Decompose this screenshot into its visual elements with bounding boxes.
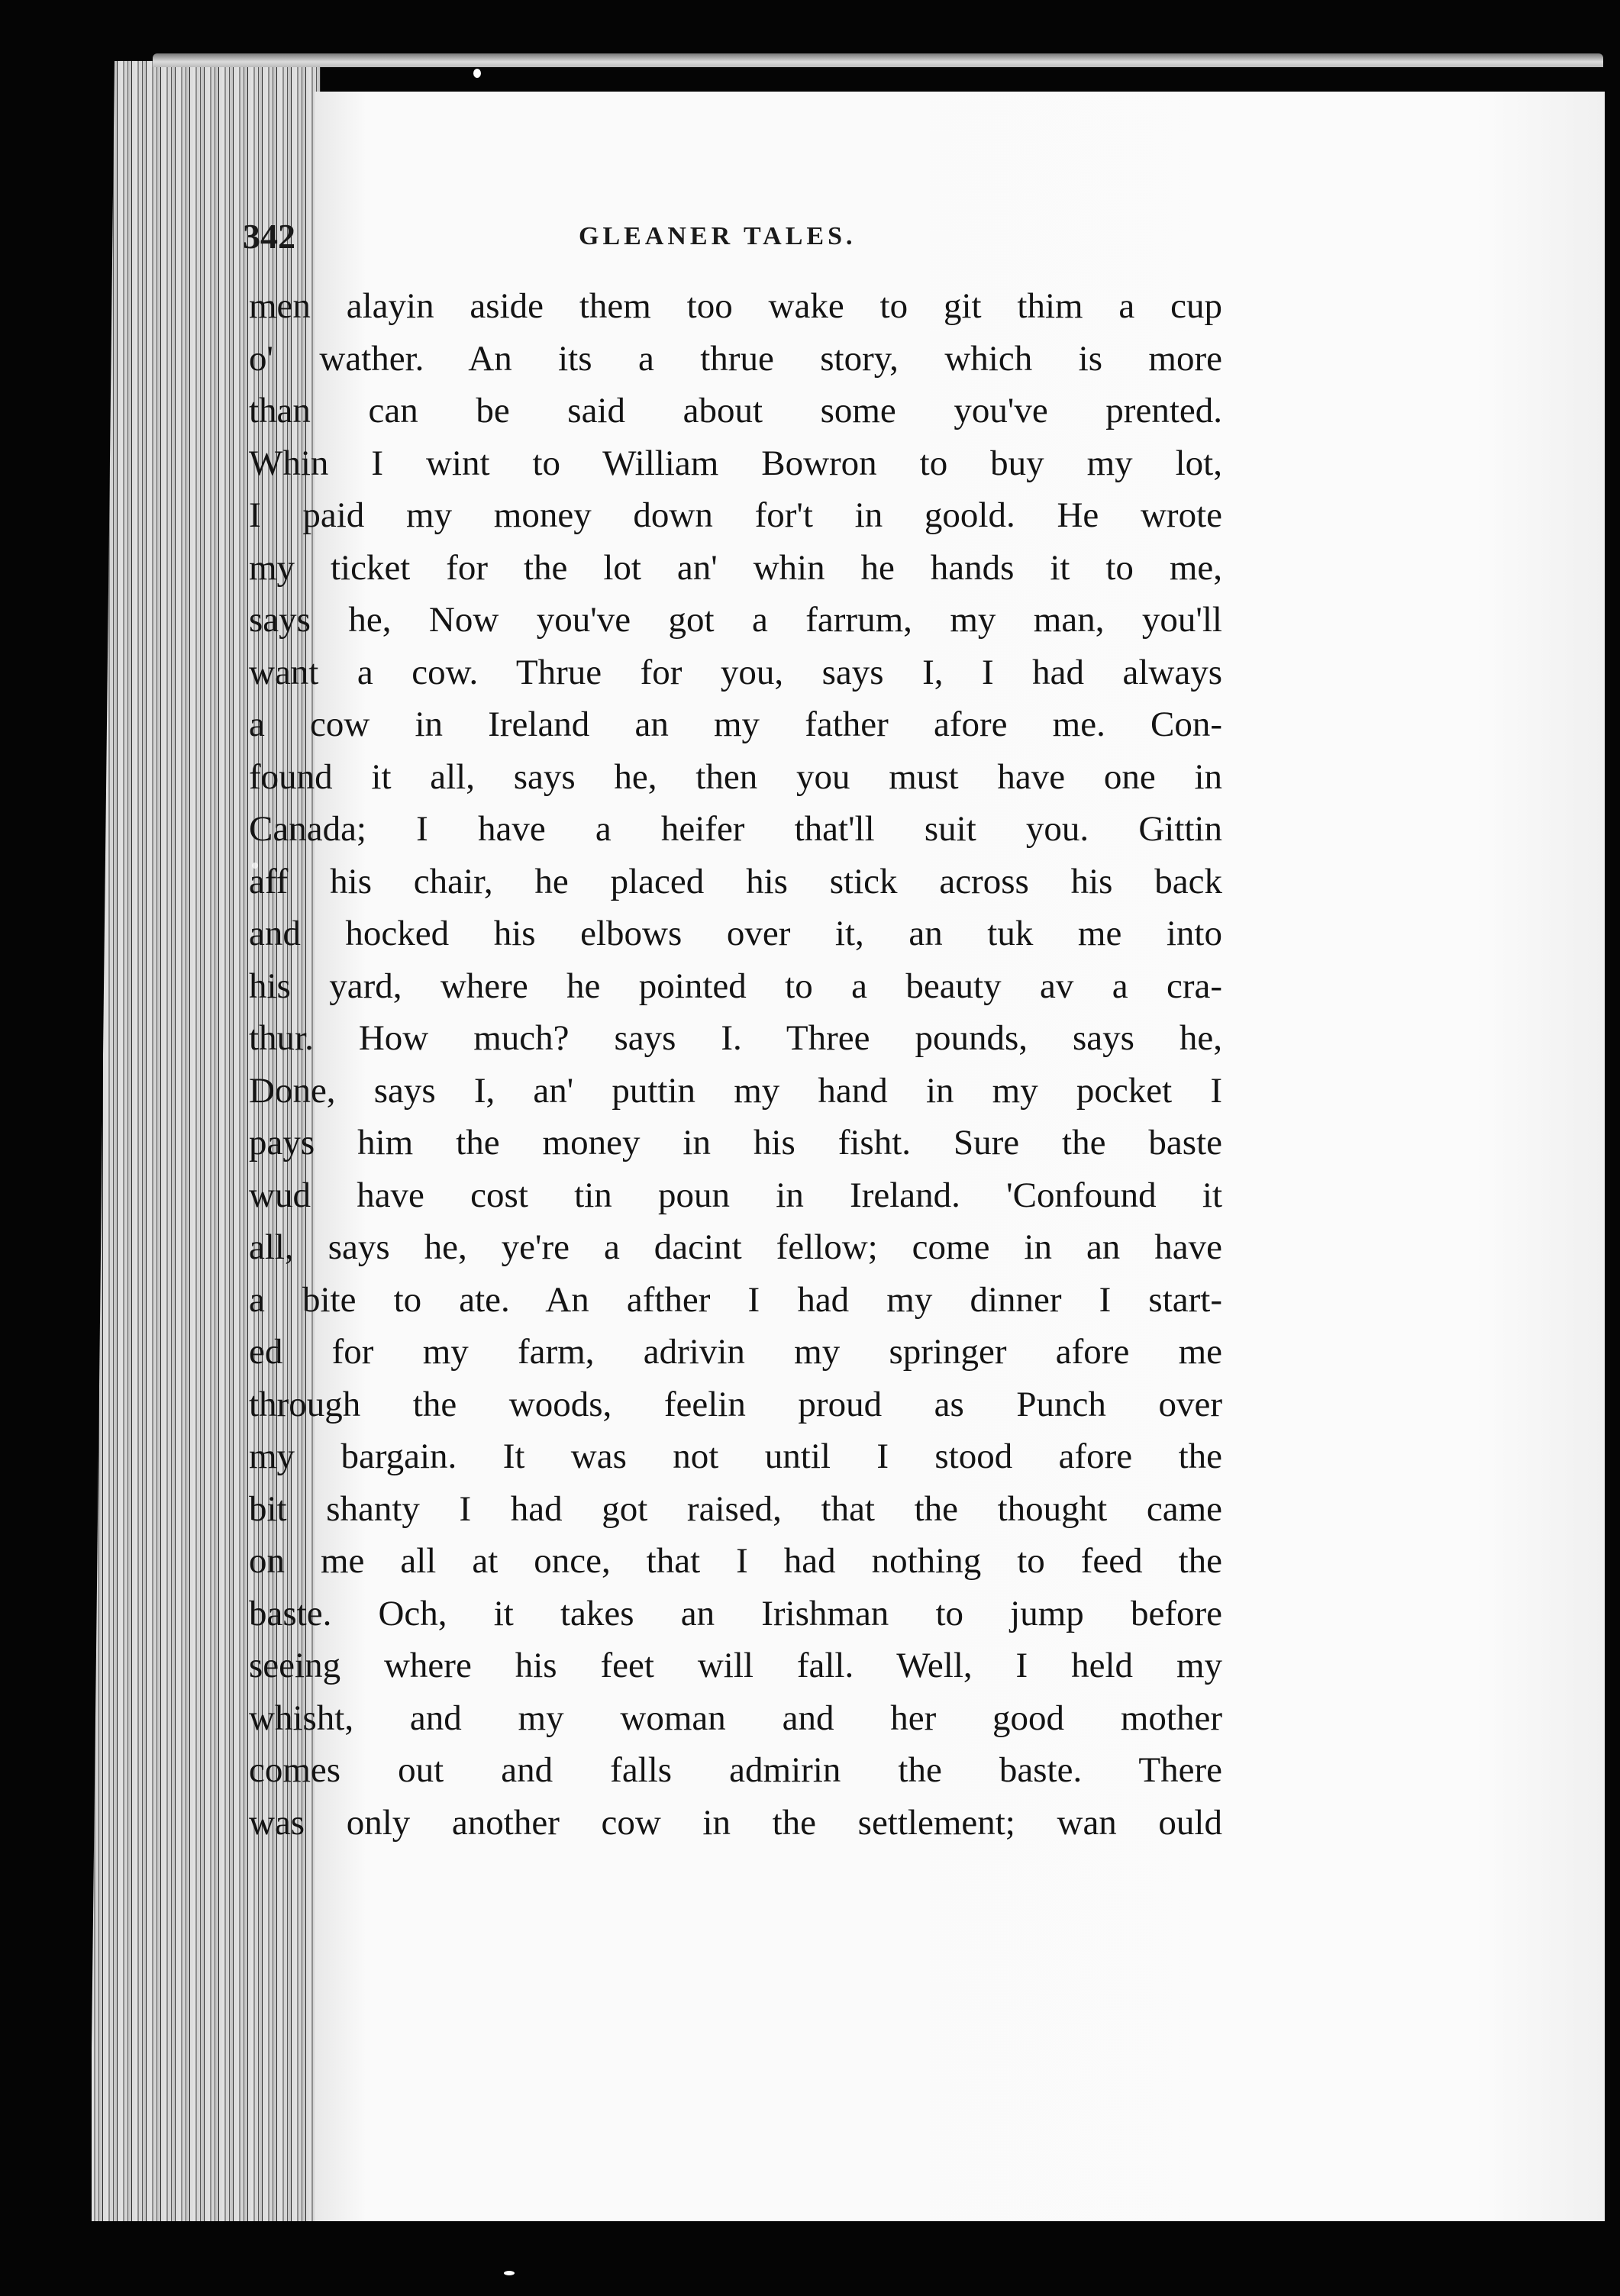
text-line: pays him the money in his fisht. Sure the baste <box>249 1123 1222 1163</box>
text-line: was only another cow in the settlement; wan ould <box>249 1802 1222 1843</box>
text-line: want a cow. Thrue for you, says I, I had always <box>249 652 1222 692</box>
book-top-edge <box>153 53 1603 67</box>
text-line: found it all, says he, then you must have one in <box>249 756 1222 797</box>
text-line: aff his chair, he placed his stick across his back <box>249 861 1222 901</box>
running-head: GLEANER TALES. <box>579 222 857 250</box>
text-line: and hocked his elbows over it, an tuk me into <box>249 914 1222 953</box>
text-line: I paid my money down for't in goold. He wrote <box>249 495 1222 535</box>
text-line: through the woods, feelin proud as Punch over <box>249 1384 1222 1424</box>
text-line: bit shanty I had got raised, that the thought came <box>249 1488 1222 1529</box>
text-line: all, says he, ye're a dacint fellow; come in an have <box>249 1227 1222 1267</box>
body-text <box>249 280 1222 1849</box>
text-line: seeing where his feet will fall. Well, I held my <box>249 1646 1222 1685</box>
text-line: baste. Och, it takes an Irishman to jump before <box>249 1593 1222 1633</box>
text-line: thur. How much? says I. Three pounds, says he, <box>249 1018 1222 1058</box>
text-line: Canada; I have a heifer that'll suit you. Gittin <box>249 809 1222 849</box>
text-line: says he, Now you've got a farrum, my man, you'll <box>249 600 1222 640</box>
text-line: Done, says I, an' puttin my hand in my pocket I <box>249 1070 1222 1111</box>
text-line: his yard, where he pointed to a beauty av a cra- <box>249 966 1222 1006</box>
dust-speck <box>473 69 481 78</box>
text-line: than can be said about some you've prented. <box>249 391 1222 430</box>
text-line: men alayin aside them too wake to git thim a cup <box>249 286 1222 326</box>
text-line: whisht, and my woman and her good mother <box>249 1698 1222 1738</box>
page-number: 342 <box>243 217 295 256</box>
text-line: my ticket for the lot an' whin he hands it to me, <box>249 547 1222 588</box>
page-header <box>243 216 1266 269</box>
text-line: a bite to ate. An afther I had my dinner I start- <box>249 1279 1222 1320</box>
text-line: on me all at once, that I had nothing to feed the <box>249 1541 1222 1581</box>
dust-speck <box>504 2271 515 2275</box>
text-line: wud have cost tin poun in Ireland. 'Confound it <box>249 1175 1222 1215</box>
text-line: a cow in Ireland an my father afore me. Con- <box>249 705 1222 744</box>
text-line: o' wather. An its a thrue story, which is more <box>249 338 1222 379</box>
text-line: Whin I wint to William Bowron to buy my lot, <box>249 443 1222 483</box>
text-line: comes out and falls admirin the baste. There <box>249 1750 1222 1790</box>
text-line: my bargain. It was not until I stood afore the <box>249 1437 1222 1476</box>
text-line: ed for my farm, adrivin my springer afore me <box>249 1332 1222 1372</box>
